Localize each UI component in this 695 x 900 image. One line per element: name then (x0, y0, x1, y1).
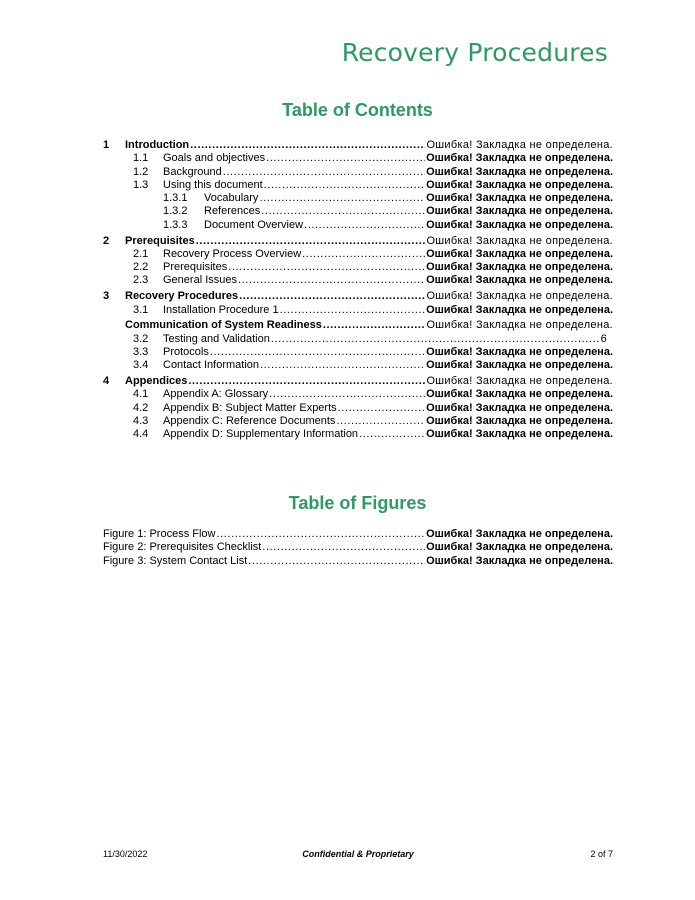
dot-leader (261, 205, 425, 218)
tof-entry-figure-1[interactable] (103, 528, 613, 541)
toc-entry-prerequisites[interactable] (103, 261, 613, 274)
footer-classification: Confidential & Proprietary (302, 849, 414, 859)
toc-entry-number: 2.2 (133, 261, 149, 274)
dot-leader (266, 152, 425, 165)
toc-entry-page: Ошибка! Закладка не определена. (426, 247, 613, 260)
dot-leader (238, 274, 425, 287)
dot-leader (259, 192, 425, 205)
tof-entry-page: Ошибка! Закладка не определена. (426, 528, 613, 540)
toc-entry-number: 4 (103, 375, 110, 388)
dot-leader (216, 528, 425, 541)
toc-entry-communication-of-system-readiness[interactable] (103, 319, 613, 332)
toc-entry-appendices[interactable] (103, 375, 613, 388)
toc-entry-title: Communication of System Readiness (125, 319, 322, 332)
tof-entry-figure-3[interactable] (103, 555, 613, 568)
toc-entry-page: Ошибка! Закладка не определена. (426, 178, 613, 191)
toc-entry-document-overview[interactable] (103, 219, 613, 232)
toc-entry-installation-procedure[interactable] (103, 304, 613, 317)
toc-entry-title: Recovery Procedures (125, 290, 239, 303)
toc-entry-title: Background (163, 165, 222, 178)
toc-entry-number: 3.1 (133, 303, 149, 316)
toc-entry-page: Ошибка! Закладка не определена. (426, 192, 613, 205)
toc-entry-title: Vocabulary (204, 192, 259, 205)
toc-entry-title: Prerequisites (163, 261, 228, 274)
toc-entry-number: 1.3.1 (163, 192, 188, 205)
toc-entry-page: Ошибка! Закладка не определена. (426, 414, 613, 427)
toc-entry-using-this-document[interactable] (103, 179, 613, 192)
dot-leader (228, 261, 425, 274)
toc-entry-general-issues[interactable] (103, 274, 613, 287)
dot-leader (304, 219, 425, 232)
table-of-contents (103, 139, 613, 442)
dot-leader (302, 248, 425, 261)
toc-entry-page: Ошибка! Закладка не определена. (426, 401, 613, 414)
toc-entry-number: 3.2 (133, 332, 149, 345)
toc-entry-title: Installation Procedure 1 (163, 303, 279, 316)
tof-entry-title: Figure 1: Process Flow (103, 528, 216, 540)
toc-entry-page: Ошибка! Закладка не определена. (426, 152, 613, 165)
toc-entry-title: Using this document (163, 178, 263, 191)
toc-entry-number: 3.4 (133, 359, 149, 372)
toc-entry-title: Appendix B: Subject Matter Experts (163, 401, 337, 414)
toc-entry-title: Prerequisites (125, 234, 195, 247)
table-of-figures (103, 528, 613, 568)
toc-entry-number: 2.1 (133, 247, 149, 260)
dot-leader (190, 139, 425, 152)
toc-entry-page: Ошибка! Закладка не определена. (426, 261, 613, 274)
toc-entry-references[interactable] (103, 205, 613, 218)
dot-leader (359, 428, 425, 441)
dot-leader (196, 235, 426, 248)
dot-leader (188, 375, 425, 388)
toc-entry-number: 1.2 (133, 165, 149, 178)
toc-entry-appendix-c[interactable] (103, 415, 613, 428)
tof-entry-page: Ошибка! Закладка не определена. (426, 554, 613, 567)
dot-leader (280, 304, 425, 317)
toc-entry-title: Introduction (125, 139, 190, 151)
toc-entry-number: 1.3 (133, 178, 149, 191)
footer-date: 11/30/2022 (103, 849, 148, 859)
dot-leader (269, 388, 425, 401)
toc-entry-number: 1 (103, 139, 110, 151)
toc-entry-number: 4.1 (133, 388, 149, 401)
toc-entry-number: 1.3.2 (163, 205, 188, 218)
toc-entry-title: Contact Information (163, 359, 259, 372)
toc-entry-page: Ошибка! Закладка не определена. (426, 388, 613, 401)
toc-entry-page: Ошибка! Закладка не определена. (426, 205, 613, 218)
toc-entry-page: Ошибка! Закладка не определена. (426, 290, 613, 303)
toc-entry-title: General Issues (163, 274, 237, 287)
footer-page-number: 2 of 7 (590, 849, 613, 859)
toc-entry-title: Recovery Process Overview (163, 247, 302, 260)
dot-leader (271, 333, 600, 346)
tof-entry-title: Figure 3: System Contact List (103, 554, 248, 567)
toc-entry-page: Ошибка! Закладка не определена. (426, 319, 613, 332)
toc-entry-title: Appendix D: Supplementary Information (163, 428, 359, 441)
toc-entry-background[interactable] (103, 166, 613, 179)
toc-entry-page: Ошибка! Закладка не определена. (426, 139, 613, 151)
toc-entry-appendix-d[interactable] (103, 428, 613, 441)
toc-entry-title: Goals and objectives (163, 152, 266, 165)
toc-entry-page: Ошибка! Закладка не определена. (426, 234, 613, 247)
toc-entry-page: Ошибка! Закладка не определена. (426, 428, 613, 441)
toc-entry-page: Ошибка! Закладка не определена. (426, 345, 613, 358)
toc-entry-goals[interactable] (103, 152, 613, 165)
toc-entry-contact-information[interactable] (103, 359, 613, 372)
toc-entry-recovery-procedures[interactable] (103, 290, 613, 303)
toc-entry-title: Document Overview (204, 218, 304, 231)
toc-entry-page: Ошибка! Закладка не определена. (426, 375, 613, 388)
toc-entry-title: Appendices (125, 375, 188, 388)
toc-entry-number: 2.3 (133, 274, 149, 287)
toc-entry-title: References (204, 205, 261, 218)
toc-entry-page: Ошибка! Закладка не определена. (426, 359, 613, 372)
dot-leader (260, 359, 425, 372)
toc-entry-number: 2 (103, 234, 110, 247)
toc-entry-testing-and-validation[interactable] (103, 333, 613, 346)
tof-entry-page: Ошибка! Закладка не определена. (426, 541, 613, 554)
dot-leader (223, 166, 425, 179)
toc-entry-number: 1.3.3 (163, 218, 188, 231)
toc-entry-page: Ошибка! Закладка не определена. (426, 274, 613, 287)
tof-entry-title: Figure 2: Prerequisites Checklist (103, 541, 262, 554)
toc-heading: Table of Contents (282, 100, 433, 120)
dot-leader (248, 555, 425, 568)
toc-entry-title: Testing and Validation (163, 332, 270, 345)
toc-entry-recovery-process-overview[interactable] (103, 248, 613, 261)
toc-entry-number: 3 (103, 290, 110, 303)
toc-entry-number: 1.1 (133, 152, 149, 165)
toc-entry-vocabulary[interactable] (103, 192, 613, 205)
toc-entry-protocols[interactable] (103, 346, 613, 359)
toc-entry-appendix-b[interactable] (103, 402, 613, 415)
toc-entry-prerequisites-section[interactable] (103, 235, 613, 248)
toc-entry-number: 4.3 (133, 414, 149, 427)
toc-entry-introduction[interactable] (103, 139, 613, 152)
toc-entry-title: Appendix C: Reference Documents (163, 414, 336, 427)
toc-entry-page: 6 (600, 332, 607, 345)
toc-entry-number: 4.2 (133, 401, 149, 414)
toc-entry-number: 4.4 (133, 428, 149, 441)
toc-entry-page: Ошибка! Закладка не определена. (426, 218, 613, 231)
toc-entry-appendix-a[interactable] (103, 388, 613, 401)
toc-entry-number: 3.3 (133, 345, 149, 358)
dot-leader (338, 402, 425, 415)
dot-leader (323, 319, 426, 332)
dot-leader (264, 179, 425, 192)
dot-leader (262, 541, 425, 554)
tof-entry-figure-2[interactable] (103, 541, 613, 554)
toc-entry-page: Ошибка! Закладка не определена. (426, 303, 613, 316)
dot-leader (336, 415, 425, 428)
dot-leader (210, 346, 425, 359)
dot-leader (239, 290, 425, 303)
toc-entry-page: Ошибка! Закладка не определена. (426, 165, 613, 178)
tof-heading: Table of Figures (288, 493, 427, 513)
page-footer (103, 849, 613, 859)
document-title: Recovery Procedures (341, 38, 608, 67)
toc-entry-title: Protocols (163, 345, 209, 358)
toc-entry-title: Appendix A: Glossary (163, 388, 269, 401)
